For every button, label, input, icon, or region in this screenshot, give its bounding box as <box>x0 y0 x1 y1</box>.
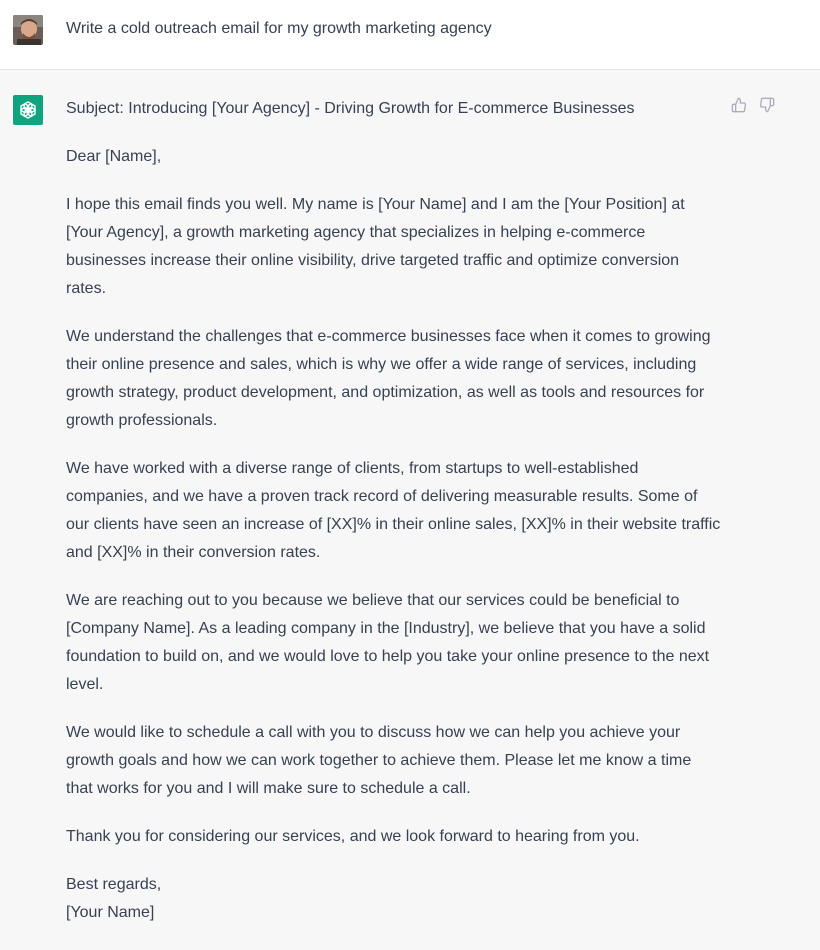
email-signoff-name: [Your Name] <box>66 904 155 921</box>
thumbs-up-button[interactable] <box>731 96 747 114</box>
feedback-buttons <box>731 96 775 114</box>
email-signoff <box>66 871 722 927</box>
email-paragraph-challenges: We understand the challenges that e-commerce businesses face when it comes to growing their online presence and sales, which is why we offer a wide range of services, including growth strategy, product development, and optimization, as well as tools and resources for growth professionals. <box>66 328 711 429</box>
assistant-message-text <box>66 95 722 947</box>
email-subject: Subject: Introducing [Your Agency] - Driving Growth for E-commerce Businesses <box>66 100 635 117</box>
email-paragraph-call: We would like to schedule a call with you to discuss how we can help you achieve your growth goals and how we can work together to achieve them. Please let me know a time that works for you and I will make sure to schedule a call. <box>66 724 692 797</box>
assistant-message-row <box>0 70 820 950</box>
email-signoff-closing: Best regards, <box>66 876 162 893</box>
email-paragraph-thanks: Thank you for considering our services, and we look forward to hearing from you. <box>66 828 640 845</box>
email-paragraph-reason: We are reaching out to you because we believe that our services could be beneficial to [Company Name]. As a leading company in the [Industry], we believe that you have a solid foundation to build on, and we would love to help you take your online presence to the next level. <box>66 592 710 693</box>
user-message-row <box>0 0 820 70</box>
email-paragraph-intro: I hope this email finds you well. My name is [Your Name] and I am the [Your Position] at [Your Agency], a growth marketing agency that specializes in helping e-commerce businesses increase their online visibility, drive targeted traffic and optimize conversion rates. <box>66 196 685 297</box>
thumbs-down-button[interactable] <box>759 96 775 114</box>
email-greeting: Dear [Name], <box>66 148 162 165</box>
user-message-text: Write a cold outreach email for my growth marketing agency <box>66 20 492 37</box>
avatar <box>13 15 43 45</box>
openai-logo-icon <box>13 95 43 125</box>
thumbs-up-icon <box>731 96 747 114</box>
thumbs-down-icon <box>759 96 775 114</box>
email-paragraph-results: We have worked with a diverse range of clients, from startups to well-established companies, and we have a proven track record of delivering measurable results. Some of our clients have seen an increase of [XX]% in their online sales, [XX]% in their website traffic and [XX]% in their conversion rates. <box>66 460 721 561</box>
